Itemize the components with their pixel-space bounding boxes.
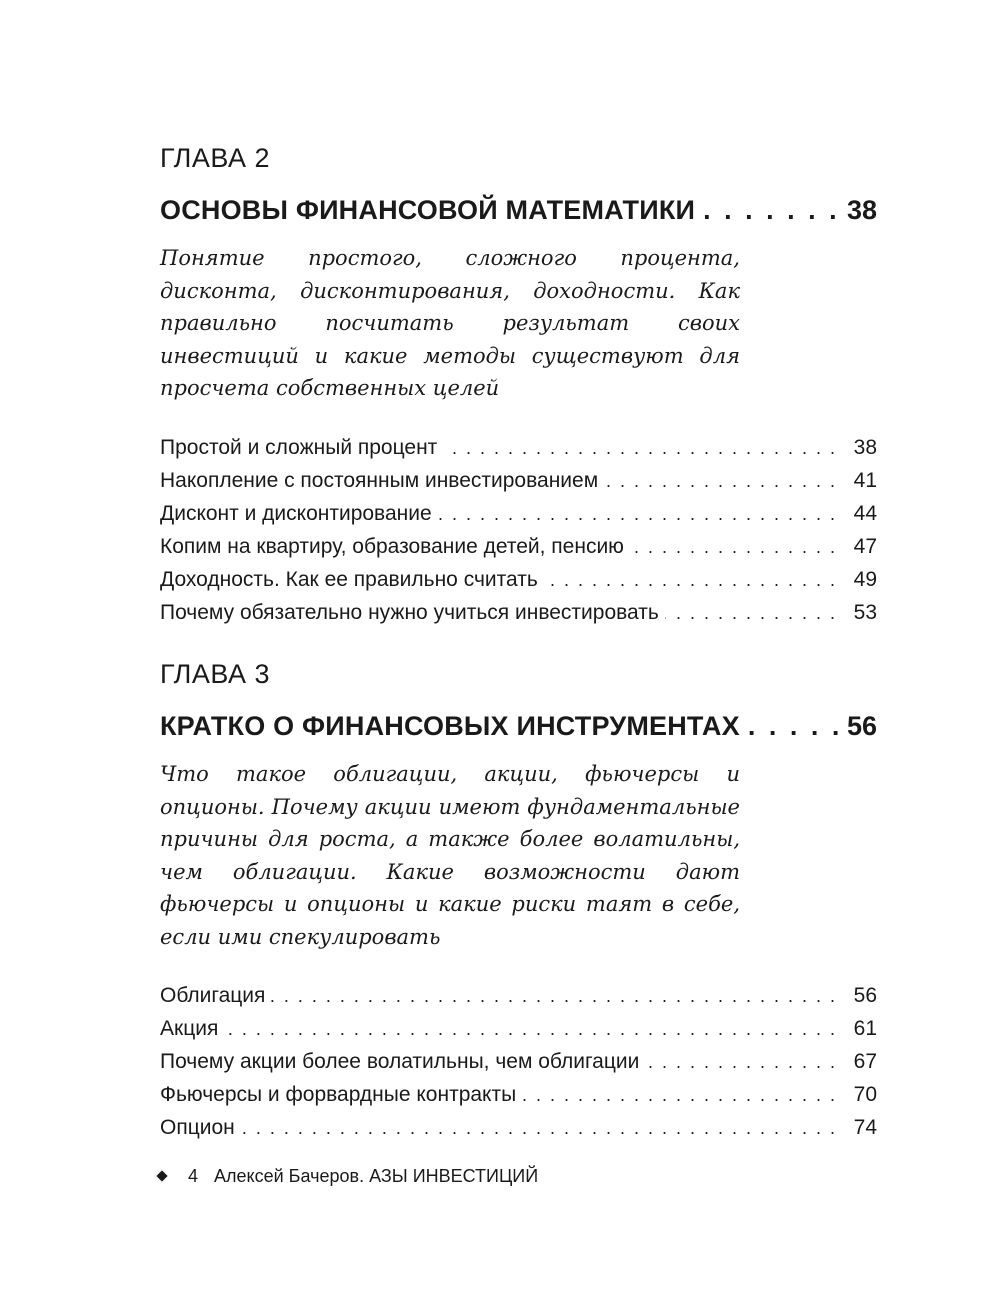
toc-entry-title: Фьючерсы и форвардные контракты — [160, 1083, 517, 1106]
leader-dots — [271, 980, 837, 1013]
toc-entry-title: Почему акции более волатильны, чем облигации — [160, 1050, 640, 1073]
toc-entry-title: Опцион — [160, 1116, 235, 1139]
toc-entry[interactable] — [160, 1111, 877, 1144]
toc-entry-page: 38 — [853, 435, 877, 459]
diamond-bullet-icon — [156, 1170, 167, 1181]
footer-running-title: Алексей Бачеров. АЗЫ ИНВЕСТИЦИЙ — [214, 1165, 539, 1186]
leader-dots — [241, 1112, 837, 1145]
chapter-title: КРАТКО О ФИНАНСОВЫХ ИНСТРУМЕНТАХ — [160, 711, 740, 741]
leader-dots — [224, 1013, 837, 1046]
chapter-title-row[interactable] — [160, 190, 877, 230]
toc-entry-title: Акция — [160, 1017, 219, 1040]
chapter-2-section — [160, 140, 877, 629]
leader-dots — [522, 1079, 837, 1112]
toc-entry[interactable] — [160, 431, 877, 464]
toc-entry-page: 67 — [853, 1050, 877, 1073]
chapter-description: Что такое облигации, акции, фьючерсы и опционы. Почему акции имеют фундаментальные причины для роста, а также более волатильны, чем облигации. Какие возможности дают фьючерсы и опционы и какие риски таят в себе, если ими спекулировать — [160, 762, 740, 949]
toc-entry-title: Облигация — [160, 984, 266, 1007]
leader-dots — [665, 597, 837, 630]
chapter-label: ГЛАВА 3 — [160, 659, 270, 689]
toc-entries — [160, 979, 877, 1144]
leader-dots — [630, 531, 837, 564]
toc-entry-title: Дисконт и дисконтирование — [160, 501, 432, 525]
toc-entry-page: 53 — [853, 600, 877, 624]
toc-entries — [160, 431, 877, 629]
chapter-3-section — [160, 656, 877, 1144]
leader-dots — [645, 1046, 837, 1079]
leader-dots — [544, 564, 837, 597]
toc-entry[interactable] — [160, 464, 877, 497]
toc-entry[interactable] — [160, 979, 877, 1012]
toc-entry-page: 44 — [853, 501, 877, 525]
toc-entry[interactable] — [160, 1078, 877, 1111]
page-footer — [158, 1161, 538, 1191]
toc-entry-page: 41 — [853, 468, 877, 492]
toc-entry-title: Накопление с постоянным инвестированием — [160, 468, 599, 492]
toc-entry-title: Простой и сложный процент — [160, 435, 438, 459]
toc-entry-page: 70 — [853, 1083, 877, 1106]
toc-entry[interactable] — [160, 530, 877, 563]
toc-entry[interactable] — [160, 497, 877, 530]
toc-entry-title: Почему обязательно нужно учиться инвестировать — [160, 600, 659, 624]
toc-entry-title: Копим на квартиру, образование детей, пенсию — [160, 534, 624, 558]
leader-dots — [604, 465, 837, 498]
leader-dots — [443, 432, 837, 465]
toc-entry[interactable] — [160, 1045, 877, 1078]
toc-entry[interactable] — [160, 563, 877, 596]
chapter-page-number: 38 — [846, 195, 877, 225]
leader-dots — [703, 190, 839, 230]
chapter-page-number: 56 — [846, 711, 877, 741]
chapter-description: Понятие простого, сложного процента, дисконта, дисконтирования, доходности. Как правильно посчитать результат своих инвестиций и какие методы существуют для просчета собственных целей — [160, 246, 740, 400]
toc-entry[interactable] — [160, 1012, 877, 1045]
chapter-title: ОСНОВЫ ФИНАНСОВОЙ МАТЕМАТИКИ — [160, 195, 696, 225]
toc-entry[interactable] — [160, 596, 877, 629]
toc-entry-page: 74 — [853, 1116, 877, 1139]
chapter-title-row[interactable] — [160, 706, 877, 746]
leader-dots — [748, 706, 839, 746]
toc-entry-page: 49 — [853, 567, 877, 591]
toc-entry-page: 61 — [853, 1017, 877, 1040]
chapter-label: ГЛАВА 2 — [160, 143, 270, 173]
toc-entry-page: 56 — [853, 984, 877, 1007]
leader-dots — [438, 498, 837, 531]
toc-entry-page: 47 — [853, 534, 877, 558]
toc-entry-title: Доходность. Как ее правильно считать — [160, 567, 538, 591]
footer-page-number: 4 — [188, 1165, 199, 1186]
